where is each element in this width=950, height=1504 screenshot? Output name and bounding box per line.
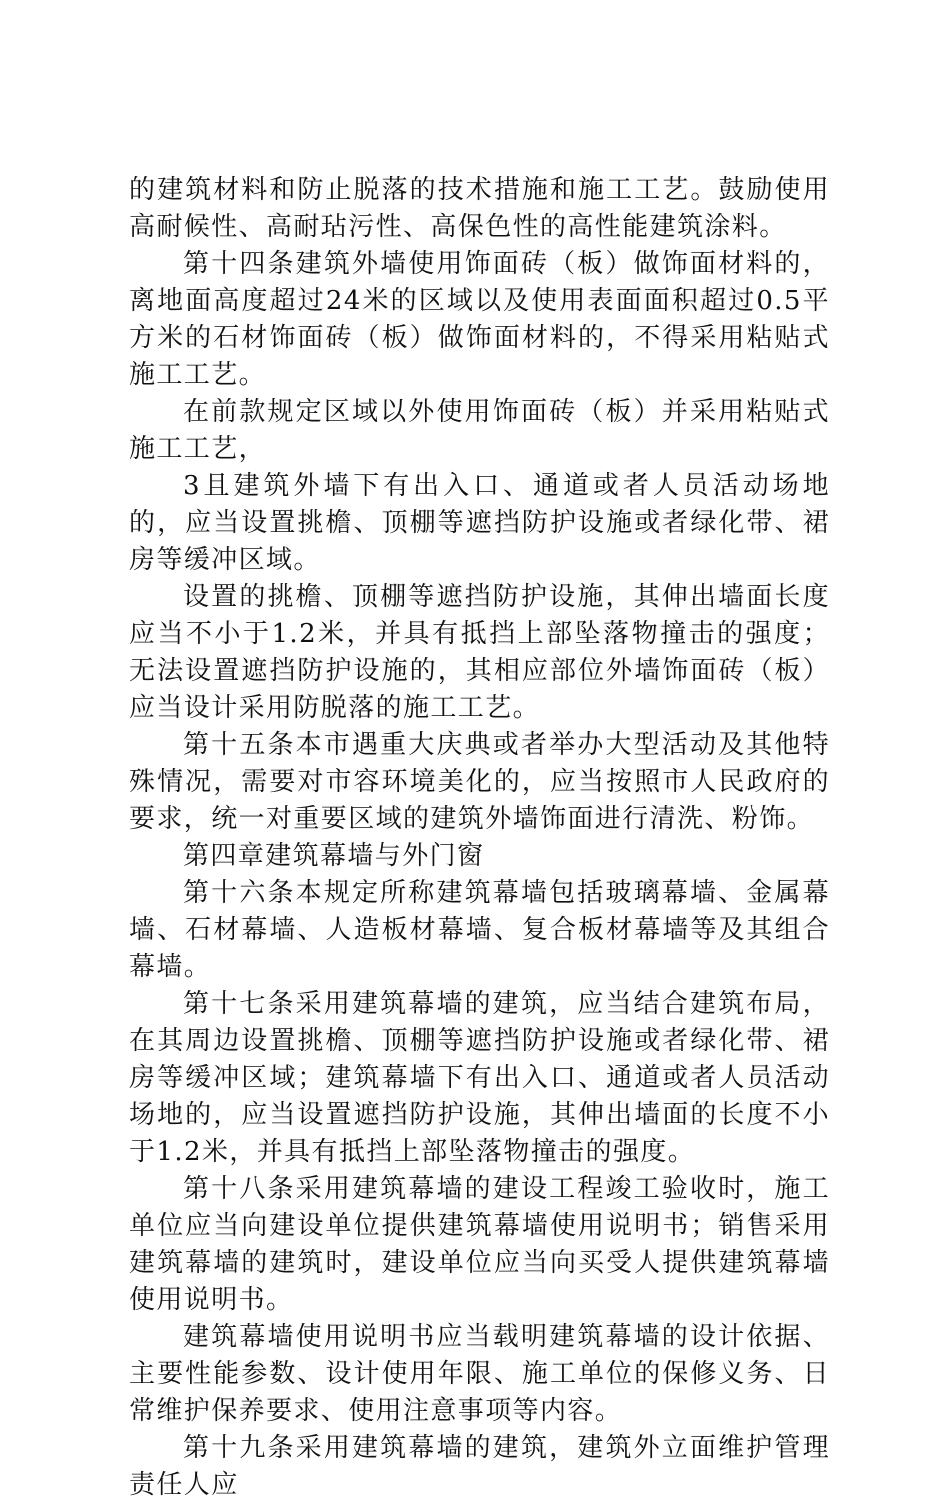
paragraph-article-17: 第十七条采用建筑幕墙的建筑，应当结合建筑布局，在其周边设置挑檐、顶棚等遮挡防护设施或者绿化带、裙房等缓冲区域；建筑幕墙下有出入口、通道或者人员活动场地的，应当设置遮挡防护设施，其伸出墙面的长度不小于1.2米，并具有抵挡上部坠落物撞击的强度。 (129, 989, 830, 1167)
paragraph-article-16: 第十六条本规定所称建筑幕墙包括玻璃幕墙、金属幕墙、石材幕墙、人造板材幕墙、复合板材幕墙等及其组合幕墙。 (129, 878, 830, 982)
paragraph-article-18: 第十八条采用建筑幕墙的建设工程竣工验收时，施工单位应当向建设单位提供建筑幕墙使用说明书；销售采用建筑幕墙的建筑时，建设单位应当向买受人提供建筑幕墙使用说明书。 (129, 1174, 830, 1315)
document-body (129, 172, 830, 1504)
paragraph-article-14: 第十四条建筑外墙使用饰面砖（板）做饰面材料的，离地面高度超过24米的区域以及使用表面面积超过0.5平方米的石材饰面砖（板）做饰面材料的，不得采用粘贴式施工工艺。 (129, 249, 830, 390)
chapter-heading: 第四章建筑幕墙与外门窗 (183, 841, 485, 871)
paragraph-continuation: 的建筑材料和防止脱落的技术措施和施工工艺。鼓励使用高耐候性、高耐玷污性、高保色性的高性能建筑涂料。 (129, 175, 830, 242)
paragraph-article-14-clause-2: 在前款规定区域以外使用饰面砖（板）并采用粘贴式施工工艺， (129, 397, 830, 464)
paragraph-article-18-clause-2: 建筑幕墙使用说明书应当载明建筑幕墙的设计依据、主要性能参数、设计使用年限、施工单位的保修义务、日常维护保养要求、使用注意事项等内容。 (129, 1322, 830, 1426)
paragraph-article-15: 第十五条本市遇重大庆典或者举办大型活动及其他特殊情况，需要对市容环境美化的，应当按照市人民政府的要求，统一对重要区域的建筑外墙饰面进行清洗、粉饰。 (129, 730, 830, 834)
paragraph-article-14-clause-3: 3且建筑外墙下有出入口、通道或者人员活动场地的，应当设置挑檐、顶棚等遮挡防护设施或者绿化带、裙房等缓冲区域。 (129, 471, 830, 575)
paragraph-article-14-clause-4: 设置的挑檐、顶棚等遮挡防护设施，其伸出墙面长度应当不小于1.2米，并具有抵挡上部坠落物撞击的强度；无法设置遮挡防护设施的，其相应部位外墙饰面砖（板）应当设计采用防脱落的施工工艺。 (129, 582, 830, 723)
paragraph-article-19: 第十九条采用建筑幕墙的建筑，建筑外立面维护管理责任人应 (129, 1433, 830, 1500)
